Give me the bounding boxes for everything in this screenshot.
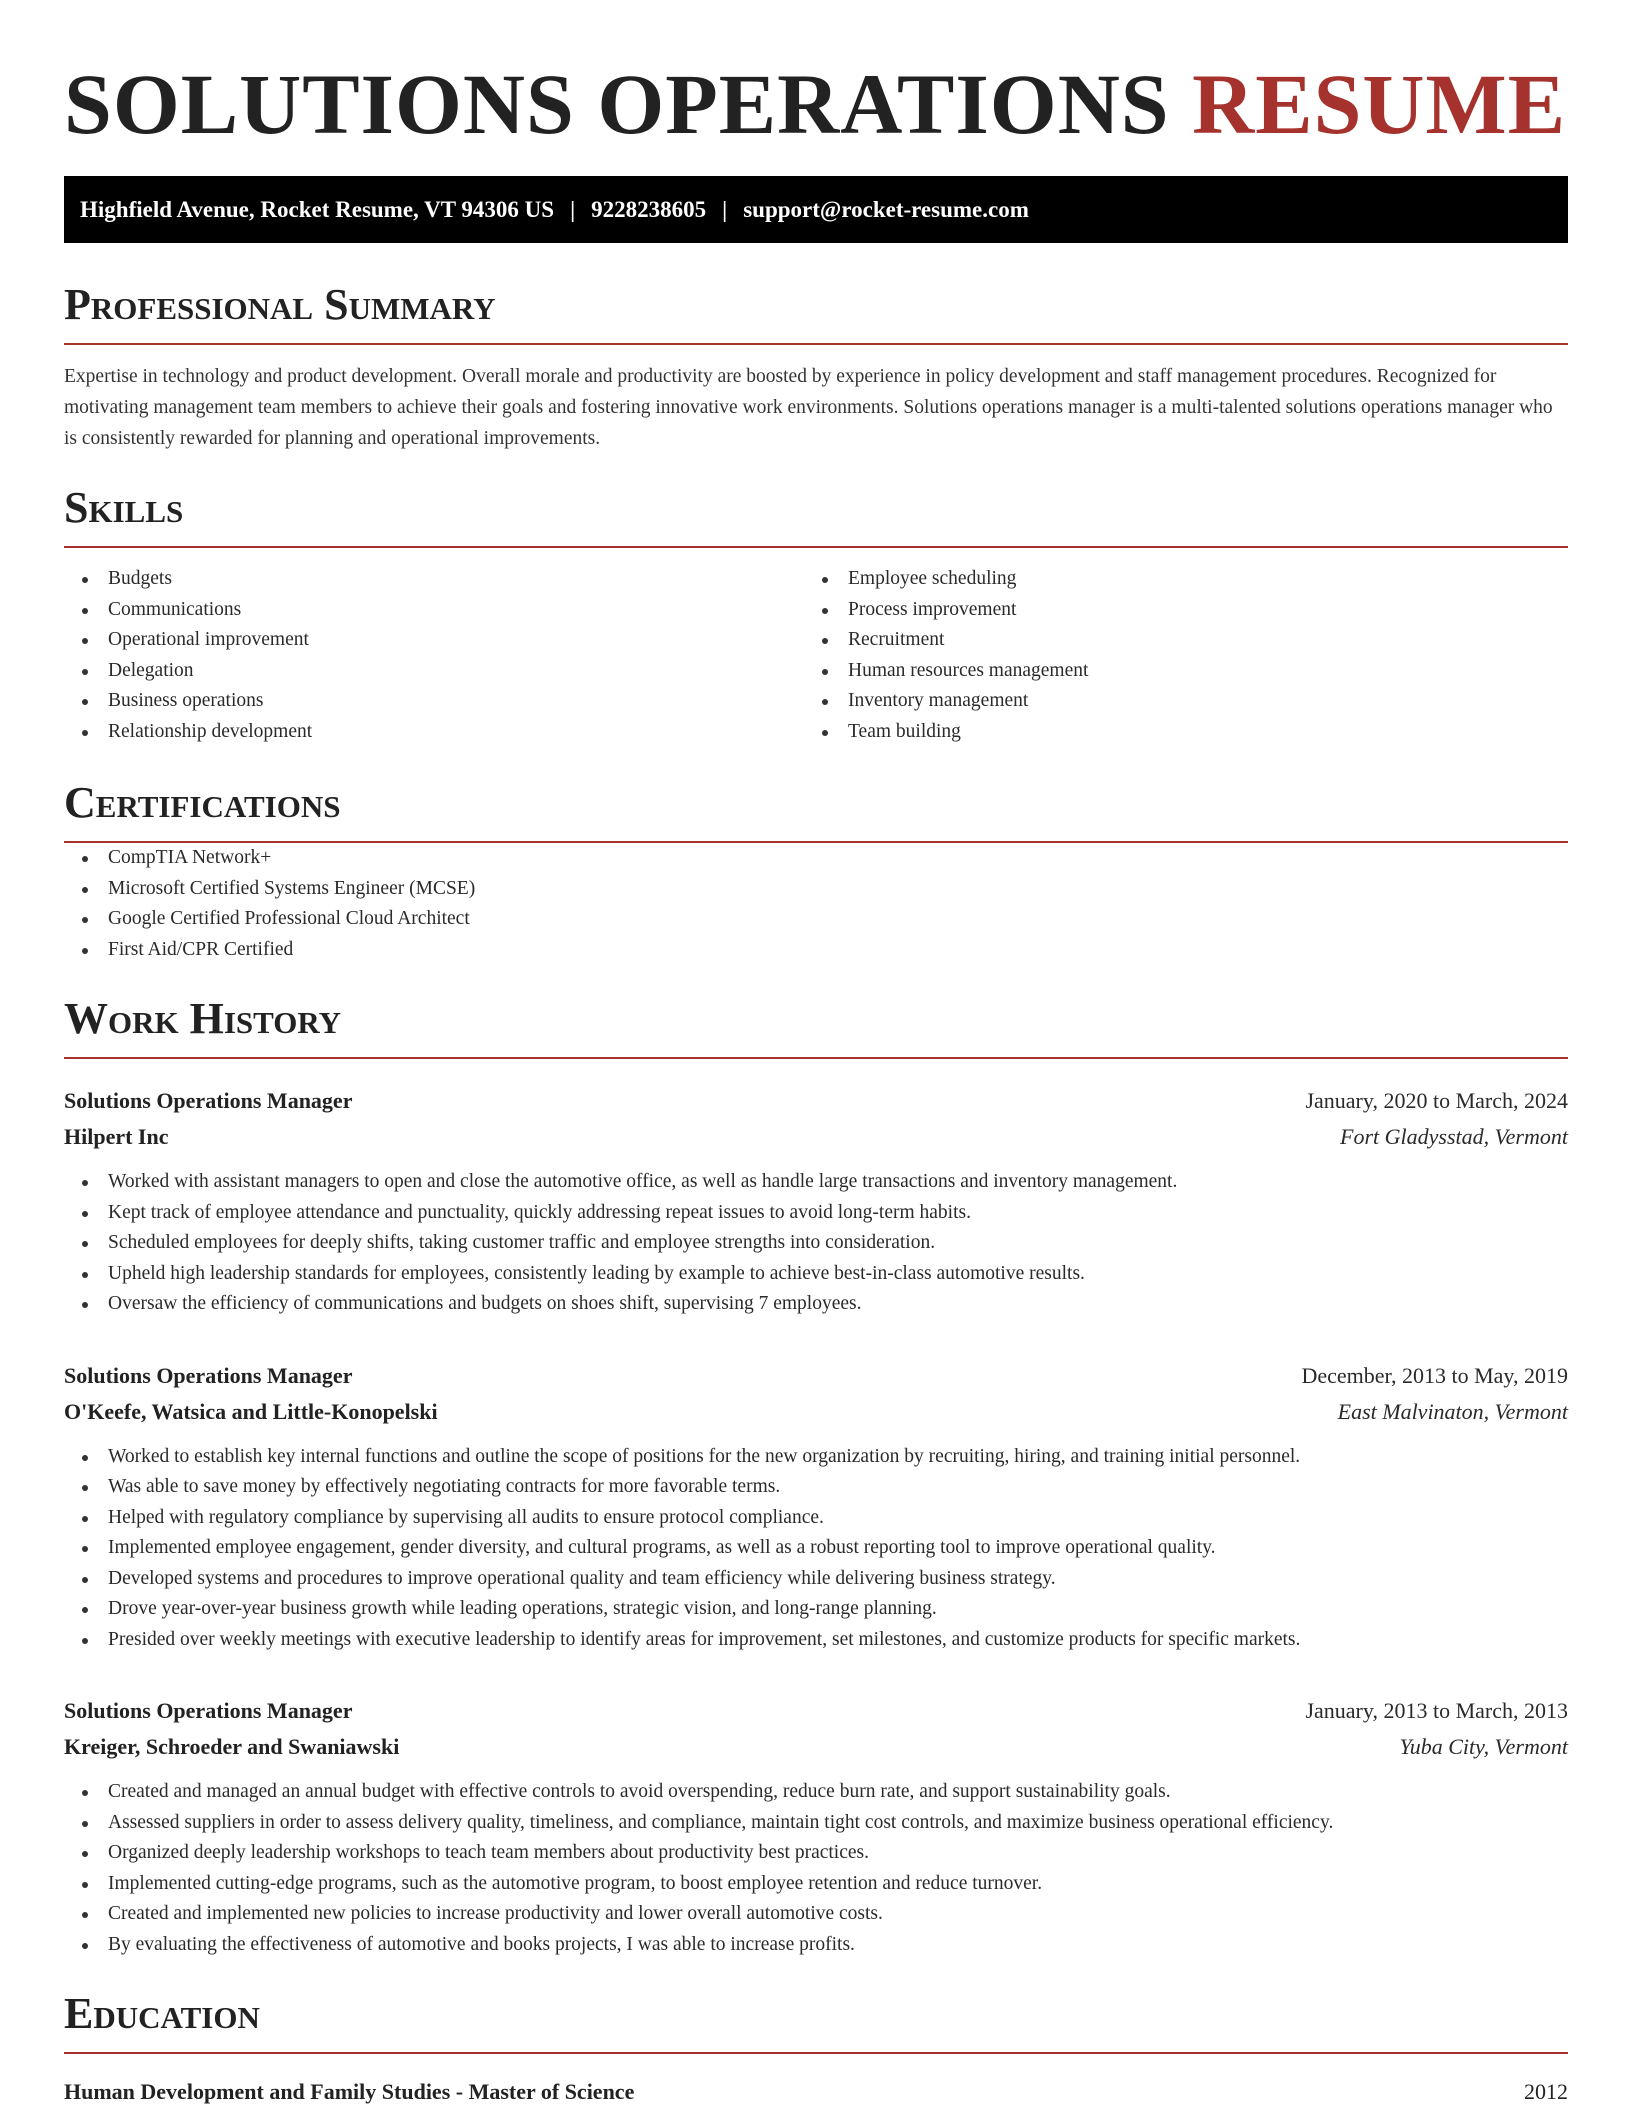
job-company: Kreiger, Schroeder and Swaniawski bbox=[64, 1734, 400, 1759]
job-duty: Was able to save money by effectively negotiating contracts for more favorable terms. bbox=[64, 1472, 1568, 1503]
work-history-section bbox=[64, 995, 1568, 1960]
job-title: Solutions Operations Manager bbox=[64, 1362, 353, 1388]
summary-text: Expertise in technology and product development. Overall morale and productivity are boosted by experience in policy development and staff management procedures. Recognized for motivating management team members to achieve their goals and fostering innovative work environments. Solutions operations manager is a multi-talented solutions operations manager who is consistently rewarded for planning and operational improvements. bbox=[64, 366, 1553, 449]
job-duty: Presided over weekly meetings with executive leadership to identify areas for improvement, set milestones, and customize products for specific markets. bbox=[64, 1625, 1568, 1656]
page-title bbox=[64, 0, 1568, 154]
certification-item: Google Certified Professional Cloud Architect bbox=[64, 904, 1568, 935]
section-divider bbox=[64, 1057, 1568, 1059]
job-duty: Worked to establish key internal functions and outline the scope of positions for the new organization by recruiting, hiring, and training initial personnel. bbox=[64, 1442, 1568, 1473]
skill-item: Budgets bbox=[64, 564, 804, 595]
job-entry bbox=[64, 1693, 1568, 1960]
skill-item: Inventory management bbox=[804, 686, 1544, 717]
job-duties-list bbox=[64, 1167, 1568, 1320]
skills-list-left bbox=[64, 564, 804, 747]
job-duty: Drove year-over-year business growth while leading operations, strategic vision, and long-range planning. bbox=[64, 1594, 1568, 1625]
title-main: SOLUTIONS OPERATIONS bbox=[64, 56, 1170, 152]
contact-phone: 9228238605 bbox=[591, 197, 707, 222]
skill-item: Employee scheduling bbox=[804, 564, 1544, 595]
skills-grid bbox=[64, 564, 1568, 747]
skill-item: Delegation bbox=[64, 656, 804, 687]
section-divider bbox=[64, 2052, 1568, 2054]
job-company: O'Keefe, Watsica and Little-Konopelski bbox=[64, 1398, 438, 1424]
contact-separator: | bbox=[570, 197, 576, 222]
education-heading: Education bbox=[64, 1989, 260, 2038]
job-company-row bbox=[64, 1729, 1568, 1765]
job-title: Solutions Operations Manager bbox=[64, 1088, 353, 1113]
skills-section bbox=[64, 484, 1568, 747]
education-section bbox=[64, 1990, 1568, 2110]
skill-item: Recruitment bbox=[804, 625, 1544, 656]
job-company: Hilpert Inc bbox=[64, 1124, 169, 1149]
summary-heading: Professional Summary bbox=[64, 280, 496, 329]
skill-item: Communications bbox=[64, 595, 804, 626]
job-header-row bbox=[64, 1693, 1568, 1729]
job-duty: Created and implemented new policies to increase productivity and lower overall automotive costs. bbox=[64, 1899, 1568, 1930]
job-dates: January, 2020 to March, 2024 bbox=[1305, 1088, 1568, 1113]
job-dates: January, 2013 to March, 2013 bbox=[1305, 1698, 1568, 1723]
education-degree: Human Development and Family Studies - Master of Science bbox=[64, 2079, 635, 2104]
job-location: Yuba City, Vermont bbox=[1399, 1734, 1568, 1759]
job-duties-list bbox=[64, 1777, 1568, 1960]
contact-bar bbox=[64, 176, 1568, 243]
job-duty: Implemented employee engagement, gender diversity, and cultural programs, as well as a robust reporting tool to improve operational quality. bbox=[64, 1533, 1568, 1564]
job-duty: Developed systems and procedures to improve operational quality and team efficiency while delivering business strategy. bbox=[64, 1564, 1568, 1595]
job-location: Fort Gladysstad, Vermont bbox=[1340, 1124, 1568, 1149]
job-company-row bbox=[64, 1119, 1568, 1155]
certifications-heading: Certifications bbox=[64, 778, 341, 827]
job-duties-list bbox=[64, 1442, 1568, 1656]
job-duty: Implemented cutting-edge programs, such as the automotive program, to boost employee retention and reduce turnover. bbox=[64, 1869, 1568, 1900]
job-duty: Kept track of employee attendance and punctuality, quickly addressing repeat issues to avoid long-term habits. bbox=[64, 1198, 1568, 1229]
certifications-section bbox=[64, 779, 1568, 965]
resume-page bbox=[64, 0, 1568, 2110]
job-duty: Worked with assistant managers to open and close the automotive office, as well as handle large transactions and inventory management. bbox=[64, 1167, 1568, 1198]
skill-item: Process improvement bbox=[804, 595, 1544, 626]
job-header-row bbox=[64, 1083, 1568, 1119]
certifications-list bbox=[64, 843, 1568, 965]
skill-item: Operational improvement bbox=[64, 625, 804, 656]
job-duty: Scheduled employees for deeply shifts, taking customer traffic and employee strengths into consideration. bbox=[64, 1228, 1568, 1259]
job-dates: December, 2013 to May, 2019 bbox=[1301, 1362, 1568, 1388]
section-divider bbox=[64, 343, 1568, 345]
job-duty: Created and managed an annual budget with effective controls to avoid overspending, reduce burn rate, and support sustainability goals. bbox=[64, 1777, 1568, 1808]
job-duty: Upheld high leadership standards for employees, consistently leading by example to achieve best-in-class automotive results. bbox=[64, 1259, 1568, 1290]
certification-item: First Aid/CPR Certified bbox=[64, 935, 1568, 966]
contact-email: support@rocket-resume.com bbox=[743, 197, 1029, 222]
skills-heading: Skills bbox=[64, 483, 184, 532]
job-entry bbox=[64, 1358, 1568, 1656]
job-duty: Helped with regulatory compliance by supervising all audits to ensure protocol compliance. bbox=[64, 1503, 1568, 1534]
section-divider bbox=[64, 546, 1568, 548]
skill-item: Team building bbox=[804, 717, 1544, 748]
education-year: 2012 bbox=[1524, 2079, 1568, 2104]
job-company-row bbox=[64, 1394, 1568, 1430]
job-duty: Oversaw the efficiency of communications and budgets on shoes shift, supervising 7 employees. bbox=[64, 1289, 1568, 1320]
job-duty: By evaluating the effectiveness of automotive and books projects, I was able to increase profits. bbox=[64, 1930, 1568, 1961]
job-duty: Organized deeply leadership workshops to teach team members about productivity best practices. bbox=[64, 1838, 1568, 1869]
work-history-heading: Work History bbox=[64, 994, 342, 1043]
skills-list-right bbox=[804, 564, 1544, 747]
skill-item: Business operations bbox=[64, 686, 804, 717]
summary-section bbox=[64, 281, 1568, 454]
skill-item: Relationship development bbox=[64, 717, 804, 748]
job-entry bbox=[64, 1083, 1568, 1320]
job-title: Solutions Operations Manager bbox=[64, 1698, 353, 1723]
title-accent: RESUME bbox=[1192, 56, 1567, 152]
certification-item: Microsoft Certified Systems Engineer (MCSE) bbox=[64, 874, 1568, 905]
job-header-row bbox=[64, 1358, 1568, 1394]
education-entry bbox=[64, 2074, 1568, 2110]
job-location: East Malvinaton, Vermont bbox=[1337, 1398, 1568, 1424]
certification-item: CompTIA Network+ bbox=[64, 843, 1568, 874]
contact-separator: | bbox=[722, 197, 728, 222]
contact-address: Highfield Avenue, Rocket Resume, VT 94306 US bbox=[80, 197, 555, 222]
job-duty: Assessed suppliers in order to assess delivery quality, timeliness, and compliance, maintain tight cost controls, and maximize business operational efficiency. bbox=[64, 1808, 1568, 1839]
skill-item: Human resources management bbox=[804, 656, 1544, 687]
